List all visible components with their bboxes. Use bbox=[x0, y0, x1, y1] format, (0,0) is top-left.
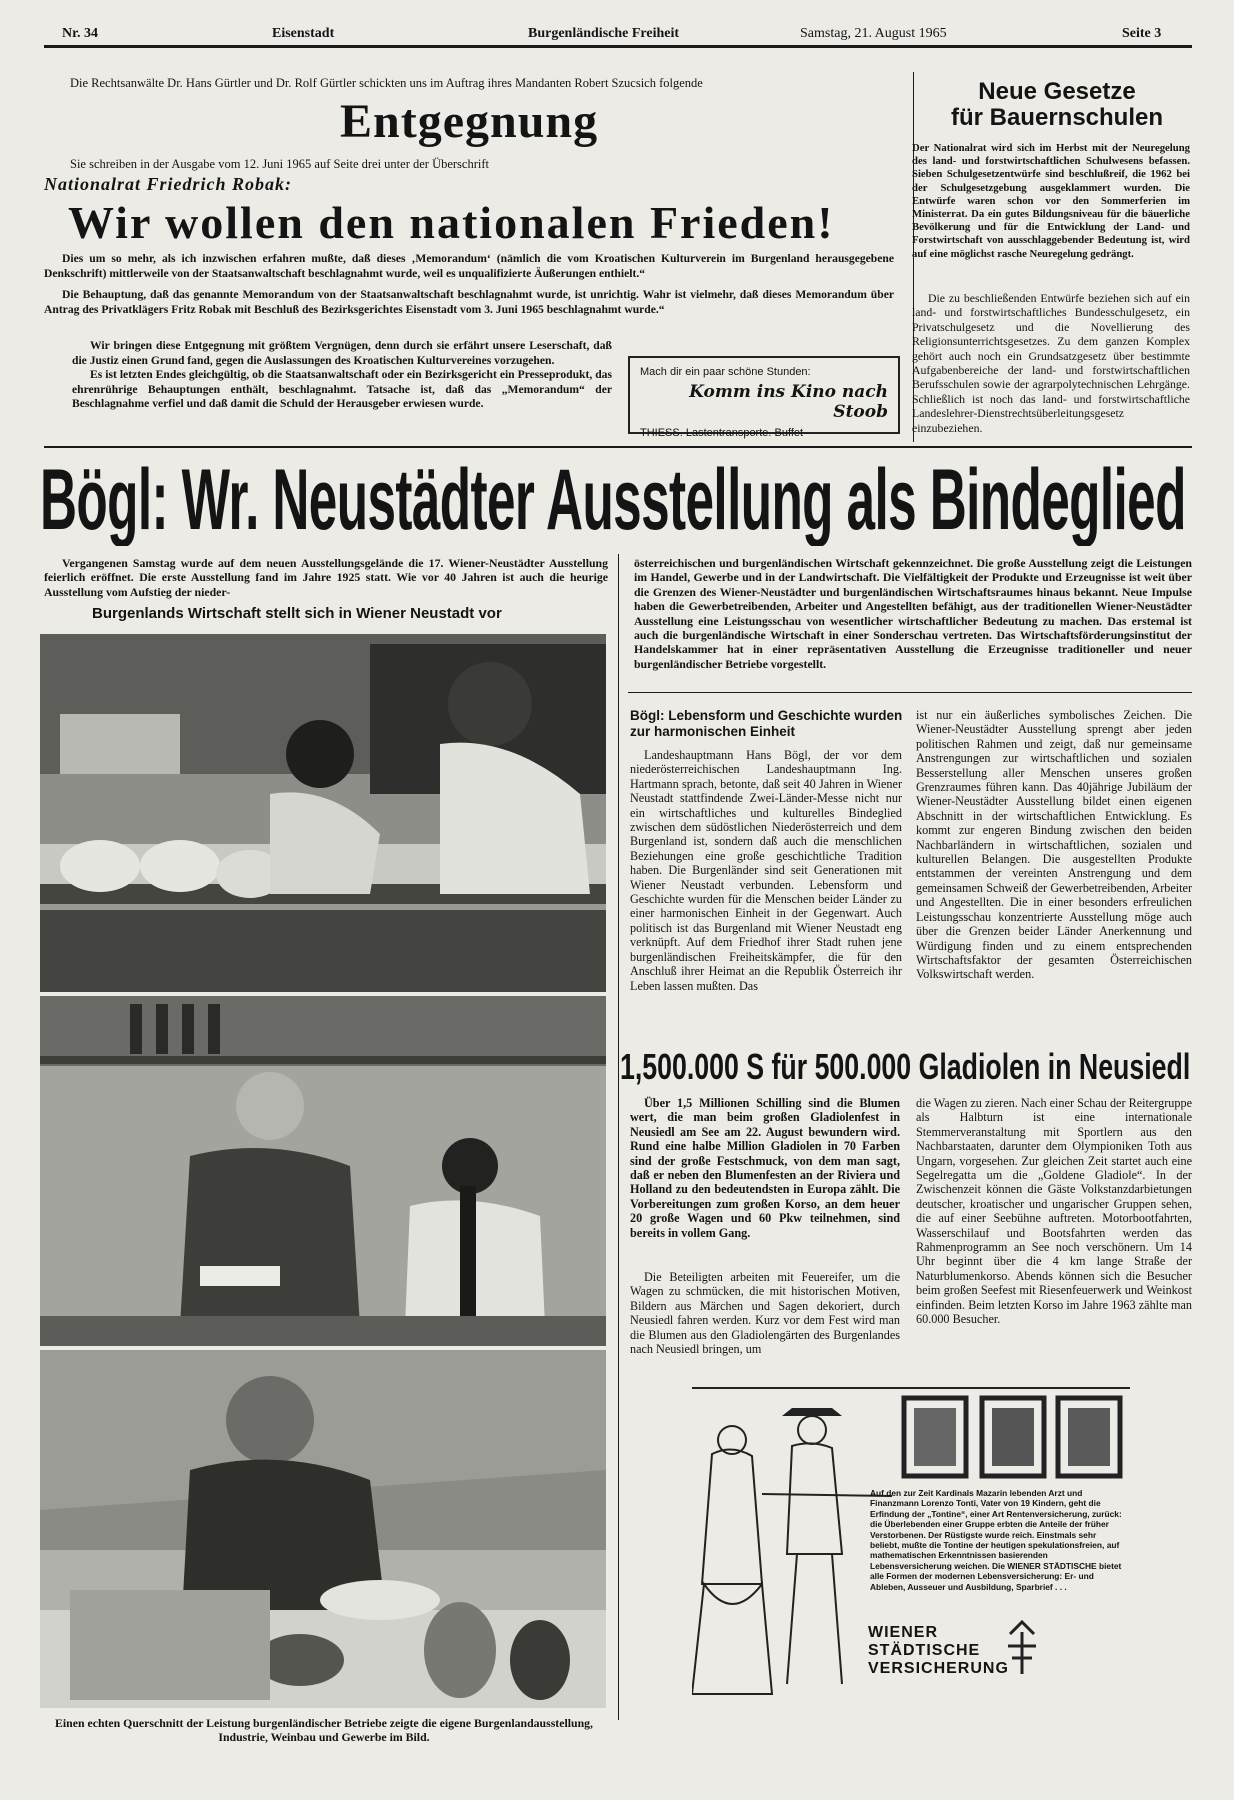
boegl-subline: Burgenlands Wirtschaft stellt sich in Wiener Neustadt vor bbox=[92, 605, 502, 622]
gladiolen-lead: Über 1,5 Millionen Schilling sind die Blumen wert, die man beim großen Gladiolenfest in Neusiedl am See am 22. August bewundern wird. Rund eine halbe Million Gladiolen in 70 Farben sind der große Festschmuck, von dem man sagt, daß er neben den Blumenfesten an der Riviera und Holland zu den bedeutendsten in Europa zählt. Die Vorbereitungen zum großen Korso, an dem heuer 20 große Wagen und 60 Pkw teilnehmen, sind bereits in vollem Gang. bbox=[630, 1096, 900, 1240]
place: Eisenstadt bbox=[272, 26, 335, 41]
gladiolen-col2: die Wagen zu zieren. Nach einer Schau der Reitergruppe als Halbturn ist eine internationale Stemmerveranstaltung mit Sportlern aus den Nachbarstaaten, darunter dem Olympioniken Toth aus Ungarn, vorgesehen. Zur gleichen Zeit startet auch eine Segelregatta um die „Goldene Gladiole“. In der Zwischenzeit können die Gäste Volkstanzdarbietungen deutscher, kroatischer und ungarischer Gruppen sehen, die auf einer Seebühne auftreten. Motorbootfahrten, Wasserschilauf und Bootsfahrten werden das Rahmenprogramm an See noch verschönern. Um 14 Uhr beginnt über die 4 km lange Straße der Naturblumenkorso. Abends können sich die Besucher beim großen Seefest mit Riesenfeuerwerk und Weinkost einfinden. Beim letzten Korso im Jahre 1963 zählte man 60.000 Besucher. bbox=[916, 1096, 1192, 1327]
column-rule-mid bbox=[618, 554, 619, 1720]
entgegnung-line: Sie schreiben in der Ausgabe vom 12. Juni 1965 auf Seite drei unter der Überschrift bbox=[70, 157, 489, 171]
header-rule bbox=[44, 45, 1192, 48]
bauernschulen-lead: Der Nationalrat wird sich im Herbst mit der Neuregelung des land- und forstwirtschaftlichen Schulwesens befassen. Sieben Schulgesetzentwürfe sind beschlußreif, die 1962 bei der Schulgesetzgebung ausgeklammert wurden. Die Entwürfe waren schon vor den Sommerferien im Ministerrat. Da ein gutes Bildungsniveau für die bäuerliche Bevölkerung und für die Entwicklung der Land- und Forstwirtschaft von ausschlaggebender Bedeutung ist, wird auf eine möglichst rasche Neuregelung gedrängt. bbox=[912, 142, 1190, 260]
entgegnung-headline: Wir wollen den nationalen Frieden! bbox=[68, 197, 835, 248]
page-number: Seite 3 bbox=[1122, 26, 1162, 41]
entgegnung-para4: Es ist letzten Endes gleichgültig, ob die Staatsanwaltschaft oder ein Bezirksgericht ein Presseprodukt, das ehrenrührige Behauptungen enthält, beschlagnahmt. Tatsache ist, daß das „Memorandum“ der Beschlagnahme verfiel und daß damit die Schuld der Herausgeber erwiesen wurde. bbox=[72, 368, 612, 411]
kino-ad-line1: Mach dir ein paar schöne Stunden: bbox=[640, 366, 811, 378]
versicherung-brand3: VERSICHERUNG bbox=[868, 1660, 1009, 1677]
gladiolen-para2: Die Beteiligten arbeiten mit Feuereifer, um die Wagen zu schmücken, die mit historischen Motiven, Bildern aus Märchen und Sagen dekoriert, durch Neusiedl fahren werden. Kurz vor dem Fest wird man die Blumen aus den Gladiolengärten des Burgenlandes nach Neusiedl bringen, um bbox=[630, 1270, 900, 1357]
photo-caption: Einen echten Querschnitt der Leistung burgenländischer Betriebe zeigte die eigene Burgenlandausstellung, Industrie, Weinbau und Gewerbe im Bild. bbox=[55, 1716, 593, 1745]
boegl-lead: Vergangenen Samstag wurde auf dem neuen Ausstellungsgelände die 17. Wiener-Neustädter Ausstellung feierlich eröffnet. Die erste Ausstellung fand im Jahre 1925 statt. Wie vor 40 Jahren ist auch die heurige Ausstellung vom Aufstieg der nieder- bbox=[44, 556, 608, 599]
gladiolen-headline: 1,500.000 S für 500.000 Gladiolen in Neusiedl bbox=[620, 1046, 1191, 1087]
bauernschulen-title1: Neue Gesetze bbox=[978, 78, 1136, 105]
photo-wine-stand-image bbox=[40, 996, 606, 1346]
entgegnung-title: Entgegnung bbox=[340, 95, 599, 148]
bauernschulen-body: Die zu beschließenden Entwürfe beziehen sich auf ein land- und forstwirtschaftliches Bundesschulgesetz, ein Privatschulgesetz und die Novellierung des Religionsunterrichtsgesetzes. Zu dem ganzen Komplex gehört auch noch ein Grundsatzgesetz über bestimmte Aufgabenbereiche der land- und forstwirtschaftlichen Berufsschulen sowie der agrarpolytechnischen Lehrgänge. Schließlich ist noch das land- und forstwirtschaftliche Landeslehrer-Dienstrechtsüberleitungsgesetz einzubeziehen. bbox=[912, 291, 1190, 435]
entgegnung-body-wide bbox=[44, 252, 894, 321]
kino-ad bbox=[628, 356, 900, 439]
section-rule bbox=[44, 446, 1192, 448]
issue-number: Nr. 34 bbox=[62, 26, 99, 41]
issue-date: Samstag, 21. August 1965 bbox=[800, 26, 947, 41]
entgegnung-para3: Wir bringen diese Entgegnung mit größtem Vergnügen, denn durch sie erfährt unsere Leserschaft, daß die Justiz einen Grund fand, gegen die Auslassungen des Kroatischen Kulturvereines vorzugehen. bbox=[72, 339, 612, 367]
versicherung-ad-text: Auf den zur Zeit Kardinals Mazarin lebenden Arzt und Finanzmann Lorenzo Tonti, Vater von 19 Kindern, geht die Erfindung der „Tontine“, einer Art Rentenversicherung, zurück: die Überlebenden einer Gruppe erbten die Anteile der früher Verstorbenen. Der Rüstigste wurde reich. Einstmals sehr beliebt, mußte die Tontine der heutigen spekulationsfreien, auf mathematischen Erkenntnissen basierenden Lebensversicherung weichen. Die WIENER STÄDTISCHE bietet alle Formen der modernen Lebensversicherung: Er- und Ableben, Ausseuer und Ausbildung, Sparbrief . . . bbox=[870, 1488, 1122, 1592]
versicherung-brand2: STÄDTISCHE bbox=[868, 1642, 981, 1659]
versicherung-brand1: WIENER bbox=[868, 1624, 938, 1641]
boegl-lead-right: österreichischen und burgenländischen Wirtschaft gekennzeichnet. Die große Ausstellung zeigt die Leistungen im Handel, Gewerbe und in der Landwirtschaft. Die Vielfältigkeit der Produkte und Erzeugnisse ist weit über die Grenzen des Wiener-Neustädter und burgenländischen Wirtschaftsraumes hinaus bekannt. Neue Impulse haben die Gewerbetreibenden, Arbeiter und Angestellten befähigt, aus der traditionellen Wiener-Neustädter Ausstellung eine Leistungsschau von wesentlicher wirtschaftlicher Bedeutung zu machen. Das erstemal ist auch die burgenländische Wirtschaft in einer Sonderschau vertreten. Das Wirtschaftsförderungsinstitut der Handelskammer hat in einer repräsentativen Ausstellung die Erzeugnisse traditioneller und neuer burgenländischer Betriebe vorgestellt. bbox=[634, 556, 1192, 671]
right-rule bbox=[628, 692, 1192, 693]
photo-exhibition-stand bbox=[40, 634, 606, 992]
photo-pottery-image bbox=[40, 1350, 606, 1708]
kino-ad-line3: THIESS. Lastentransporte. Buffet bbox=[640, 427, 804, 439]
boegl-headline-wrap bbox=[40, 454, 1190, 546]
entgegnung-body-narrow bbox=[72, 339, 612, 419]
kino-ad-line2: Komm ins Kino nach Stoob bbox=[689, 382, 888, 422]
bauernschulen-title2: für Bauernschulen bbox=[950, 104, 1164, 131]
photo-exhibition-stand-image bbox=[40, 634, 606, 992]
entgegnung-para1: Dies um so mehr, als ich inzwischen erfahren mußte, daß dieses ‚Memorandum‘ (nämlich die vom Kroatischen Kulturverein im Burgenland herausgegebene Denkschrift) mittlerweile von der Staatsanwaltschaft beschlagnahmt wurde, weil es unqualifizierte Äußerungen enthielt.“ bbox=[44, 252, 894, 280]
photo-pottery bbox=[40, 1350, 606, 1708]
boegl-col2: ist nur ein äußerliches symbolisches Zeichen. Die Wiener-Neustädter Ausstellung sprengt aber jeden politischen Rahmen und zeigt, daß nur gemeinsame Anstrengungen zur wirtschaftlichen und sozialen Besserstellung aller Menschen unseres großen Grenzraumes führen kann. Das 40jährige Jubiläum der Wiener-Neustädter Ausstellung bildet einen eigenen Abschnitt in der wirtschaftlichen Entwicklung. Es kommt zur engeren Bindung zwischen den beiden Nachbarländern in wirtschaftlichen, sozialen und kulturellen Belangen. Die ausgestellten Produkte entstammen der vereinten Anstrengung und dem gemeinsamen Schweiß der Gewerbetreibenden, Arbeiter und Angestellten. Die in einer besonders erfreulichen Leistungsschau konzentrierte Ausstellung möge auch über die Grenzen beider Länder Anerkennung und Würdigung finden und zu einem entsprechenden Wirtschaftsfaktor der gesamten Österreichischen Volkswirtschaft werden. bbox=[916, 708, 1192, 982]
entgegnung-byline: Nationalrat Friedrich Robak: bbox=[44, 174, 293, 194]
boegl-sub-title: Bögl: Lebensform und Geschichte wurden zur harmonischen Einheit bbox=[630, 708, 903, 739]
entgegnung-para2: Die Behauptung, daß das genannte Memorandum von der Staatsanwaltschaft beschlagnahmt wurde, ist unrichtig. Wahr ist vielmehr, daß dieses Memorandum über Antrag des Privatklägers Fritz Robak mit Beschluß des Bezirksgerichtes Eisenstadt vom 3. Juni 1965 beschlagnahmt wurde.“ bbox=[44, 288, 894, 316]
boegl-headline: Bögl: Wr. Neustädter Ausstellung als Bindeglied bbox=[40, 454, 1186, 546]
versicherung-ad bbox=[692, 1384, 1130, 1714]
paper-name: Burgenländische Freiheit bbox=[528, 26, 680, 41]
gladiolen-headline-wrap bbox=[620, 1046, 1194, 1088]
boegl-col1: Landeshauptmann Hans Bögl, der vor dem niederösterreichischen Landeshauptmann Ing. Hartmann sprach, betonte, daß seit 40 Jahren in Wiener Neustadt stattfindende Zwei-Länder-Messe nicht nur ein wirtschaftliches und kulturelles Bindeglied zwischen dem südöstlichen Niederösterreich und dem Burgenland ist, sondern daß auch die menschlichen Beziehungen eine große geschichtliche Tradition haben. Die Burgenländer sind seit Generationen mit Wiener Neustadt verbunden. Lebensform und Geschichte wurden für die Menschen beider Länder zu einer harmonischen Einheit in der Gegenwart. Auch politisch ist das Burgenland mit Wiener Neustadt eng verknüpft. Auf dem Friedhof ihrer Stadt ruhen jene burgenländischen Freiheitskämpfer, die für den Anschluß ihrer Heimat an die Republik Österreich ihr Leben lassen mußten. Das bbox=[630, 748, 902, 993]
entgegnung-intro: Die Rechtsanwälte Dr. Hans Gürtler und Dr. Rolf Gürtler schickten uns im Auftrag ihres Mandanten Robert Szucsich folgende bbox=[70, 76, 703, 90]
photo-wine-stand bbox=[40, 996, 606, 1346]
